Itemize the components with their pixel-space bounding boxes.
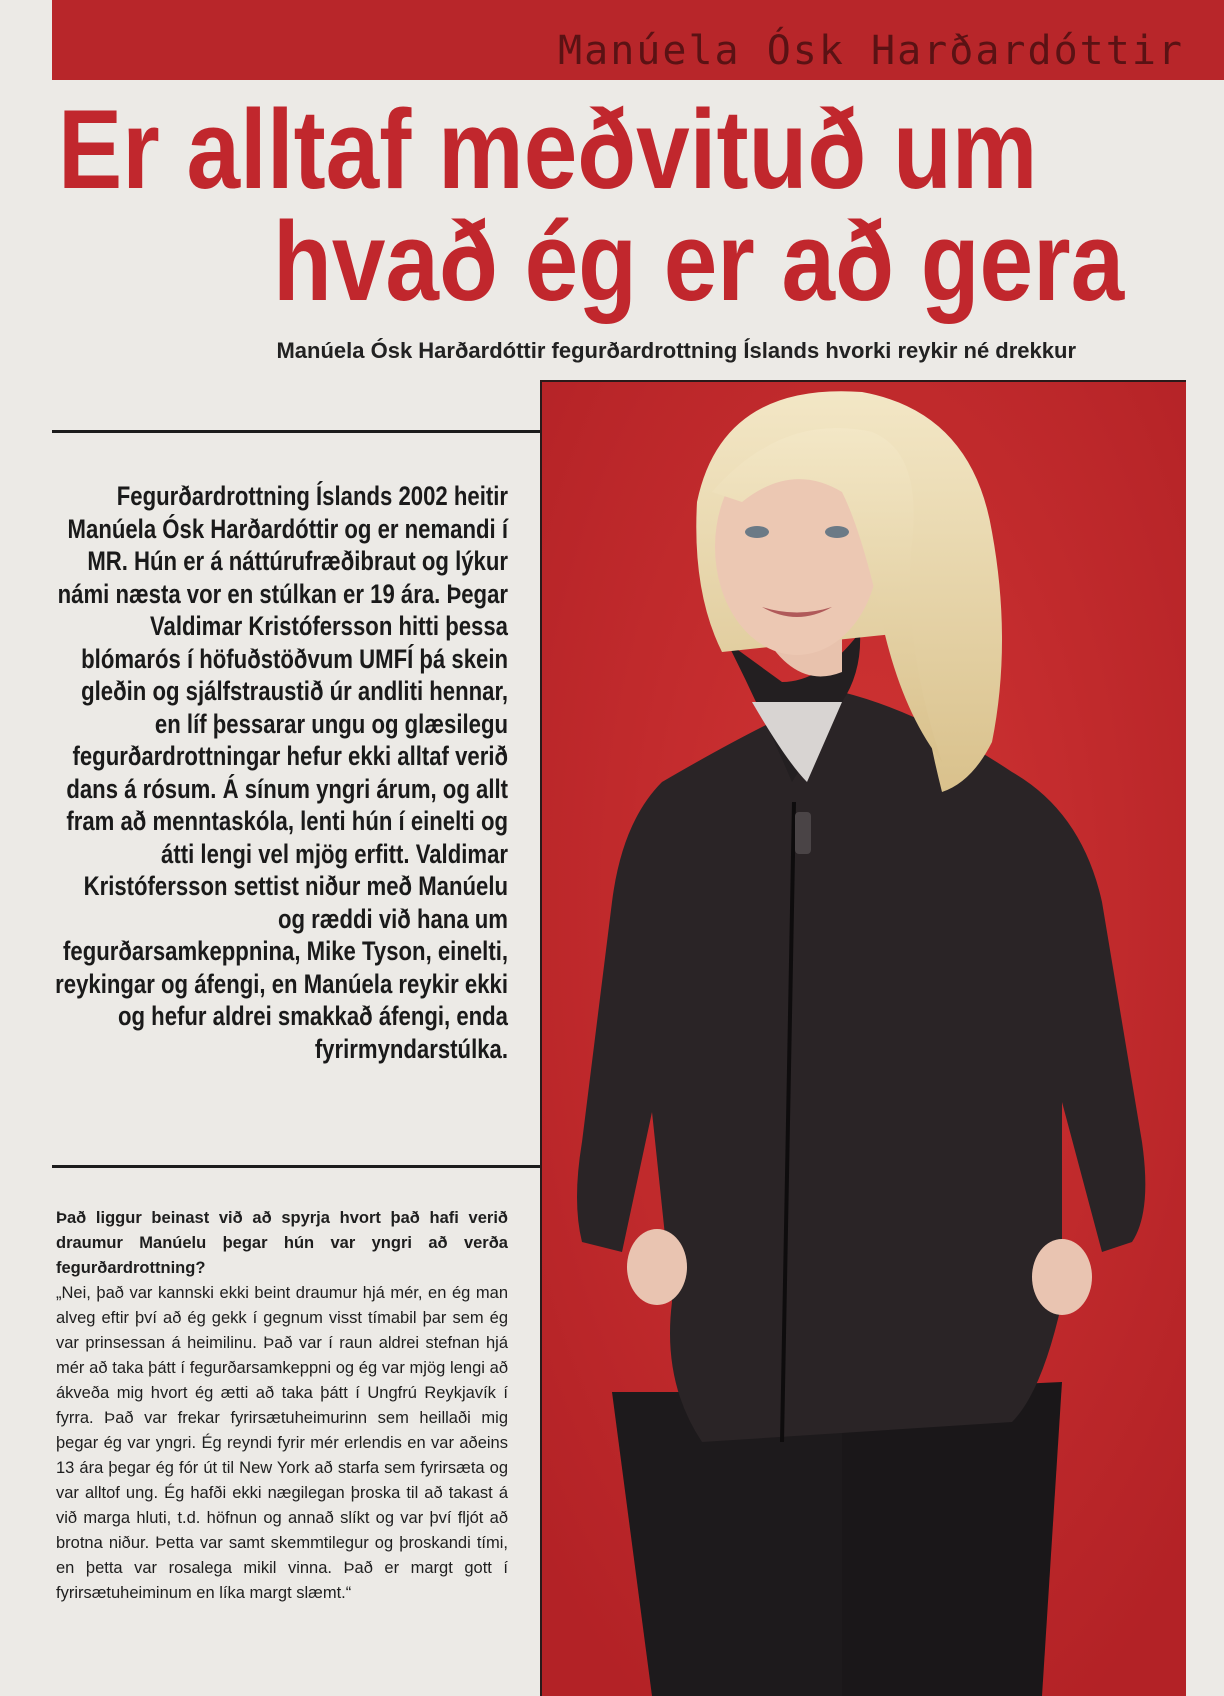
divider-top: [52, 430, 542, 433]
portrait-illustration: [542, 382, 1186, 1696]
subtitle: Manúela Ósk Harðardóttir fegurðardrottning Íslands hvorki reykir né drekkur: [276, 338, 1076, 363]
headline-line-2: hvað ég er að gera: [273, 199, 1125, 324]
lead-text: Fegurðardrottning Íslands 2002 heitir Manúela Ósk Harðardóttir og er nemandi í MR. Hún er á náttúrufræðibraut og lýkur námi næsta vor en stúlkan er 19 ára. Þegar Valdimar Kristófersson hitti þessa blómarós í höfuðstöðvum UMFÍ þá skein gleðin og sjálfstraustið úr andliti hennar, en líf þessarar ungu og glæsilegu fegurðardrottningar hefur ekki alltaf verið dans á rósum. Á sínum yngri árum, og allt fram að menntaskóla, lenti hún í einelti og átti lengi vel mjög erfitt. Valdimar Kristófersson settist niður með Manúelu og ræddi við hana um fegurðarsamkeppnina, Mike Tyson, einelti, reykingar og áfengi, en Manúela reykir ekki og hefur aldrei smakkað áfengi, enda fyrirmyndarstúlka.: [55, 481, 509, 1064]
headline: [58, 87, 1125, 324]
interview-answer: „Nei, það var kannski ekki beint draumur hjá mér, en ég man alveg eftir því að ég gekk í gegnum visst tímabil þar sem ég var prinsessan á heimilinu. Það var í raun aldrei stefnan hjá mér að taka þátt í fegurðarsamkeppni og ég var mjög lengi að ákveða mig hvort ég ætti að taka þátt í Ungfrú Reykjavík í fyrra. Það var frekar fyrirsætuheimurinn sem heillaði mig þegar ég var yngri. Ég reyndi fyrir mér erlendis en var aðeins 13 ára þegar ég fór út til New York að starfa sem fyrirsæta og var alltof ung. Ég hafði ekki nægilegan þroska til að takast á við marga hluti, t.d. höfnun og annað slíkt og var því fljót að brotna niður. Þetta var samt skemmtilegur og þroskandi tími, en þetta var rosalega mikil vinna. Það er margt gott í fyrirsætuheiminum en líka margt slæmt.“: [56, 1284, 508, 1602]
body-column: [56, 1206, 508, 1606]
header-band: [52, 0, 1224, 80]
headline-line-1: Er alltaf meðvituð um: [58, 87, 1038, 212]
lead-paragraph: [52, 480, 508, 1065]
header-name: Manúela Ósk Harðardóttir: [558, 28, 1184, 74]
divider-bottom: [52, 1165, 542, 1168]
portrait-photo: [540, 380, 1186, 1696]
interview-question: Það liggur beinast við að spyrja hvort það hafi verið draumur Manúelu þegar hún var yngri að verða fegurðardrottning?: [56, 1209, 508, 1277]
